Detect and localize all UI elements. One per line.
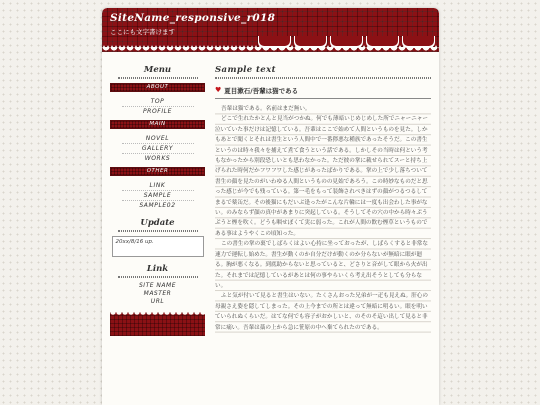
sidebar-link-novel[interactable]: NOVEL	[122, 134, 194, 144]
entry-title: 夏目漱石/吾輩は猫である	[224, 86, 299, 95]
category-bar-about: ABOUT	[110, 83, 205, 92]
link-url: URL	[150, 298, 165, 305]
update-text: 20xx/8/16 up.	[115, 239, 154, 245]
sidebar-banner-decoration	[110, 312, 205, 336]
site-header	[102, 8, 439, 52]
category-bar-other: OTHER	[110, 167, 205, 176]
category-list-main	[110, 134, 205, 164]
update-box[interactable]	[112, 236, 204, 257]
paragraph-1: 吾輩は猫である。名前はまだ無い。	[221, 106, 311, 112]
paragraph-3: この書生の掌の裏でしばらくはよい心持に坐っておったが、しばらくすると非常な速力で運転し始めた。書生が動くのか自分だけが動くのか分らないが無暗に眼が廻る。胸が悪くなる。到底助からないと思っていると、どさりと音がして眼から火が出た。それまでは記憶しているがあとは何の事やらいくら考え出そうとしても分らない。	[215, 241, 428, 289]
sidebar-link-sample[interactable]: SAMPLE	[122, 191, 194, 201]
update-title-rule	[118, 230, 198, 232]
menu-title: Menu	[143, 65, 172, 75]
update-title: Update	[140, 218, 175, 228]
link-master: MASTER	[143, 290, 172, 297]
category-list-other	[110, 181, 205, 211]
site-title[interactable]: SiteName_responsive_r018	[110, 12, 276, 24]
lace-border-decoration	[102, 47, 439, 57]
nav-tab-5[interactable]	[402, 36, 435, 47]
sidebar-link-gallery[interactable]: GALLERY	[122, 144, 194, 154]
nav-tab-1[interactable]	[258, 36, 291, 47]
entry-rule	[215, 98, 431, 99]
menu-title-rule	[118, 77, 198, 79]
section-title-rule	[215, 77, 431, 79]
paragraph-2: どこで生れたかとんと見当がつかぬ。何でも薄暗いじめじめした所でニャーニャー泣いていた事だけは記憶している。吾輩はここで始めて人間というものを見た。しかもあとで聞くとそれは書生という人間中で一番獰悪な種族であったそうだ。この書生というのは時々我々を捕えて煮て食うという話である。しかしその当時は何という考もなかったから別段恐しいとも思わなかった。ただ彼の掌に載せられてスーと持ち上げられた時何だかフワフワした感じがあったばかりである。掌の上で少し落ちついて書生の顔を見たのがいわゆる人間というものの見始であろう。この時妙なものだと思った感じが今でも残っている。第一毛をもって装飾されべきはずの顔がつるつるしてまるで薬缶だ。その後猫にもだいぶ逢ったがこんな片輪には一度も出会わした事がない。のみならず顔の真中があまりに突起している。そうしてその穴の中から時々ぷうぷうと煙を吹く。どうも咽せぽくて実に弱った。これが人間の飲む煙草というものである事はようやくこの頃知った。	[215, 116, 428, 237]
sidebar-link-works[interactable]: WORKS	[144, 155, 171, 162]
link-title: Link	[146, 264, 169, 274]
sidebar-link-sample02[interactable]: SAMPLE02	[139, 202, 176, 209]
section-title: Sample text	[215, 65, 276, 75]
heart-icon: ♥	[215, 85, 222, 94]
entry-body	[215, 104, 431, 333]
paragraph-4: ふと気が付いて見ると書生はいない。たくさんおった兄弟が一疋も見えぬ。肝心の母親さえ姿を隠してしまった。その上今までの所とは違って無暗に明るい。眼を明いていられぬくらいだ。はてな何でも容子がおかしいと、のそのそ這い出して見ると非常に痛い。吾輩は藁の上から急に笹原の中へ棄てられたのである。	[215, 293, 428, 331]
category-list-about	[110, 97, 205, 117]
nav-tab-4[interactable]	[366, 36, 399, 47]
header-nav	[258, 36, 435, 47]
nav-tab-3[interactable]	[330, 36, 363, 47]
entry-header	[215, 84, 431, 96]
main-content	[215, 64, 431, 333]
category-bar-main: MAIN	[110, 120, 205, 129]
sidebar-link-top[interactable]: TOP	[122, 97, 194, 107]
sidebar	[110, 64, 205, 336]
link-title-rule	[118, 276, 198, 278]
sidebar-link-profile[interactable]: PROFILE	[142, 108, 173, 115]
nav-tab-2[interactable]	[294, 36, 327, 47]
page-container	[102, 8, 439, 405]
site-description: ここにも文字書けます	[110, 28, 175, 36]
link-site-name[interactable]: SITE NAME	[138, 282, 176, 289]
sidebar-link-link[interactable]: LINK	[122, 181, 194, 191]
